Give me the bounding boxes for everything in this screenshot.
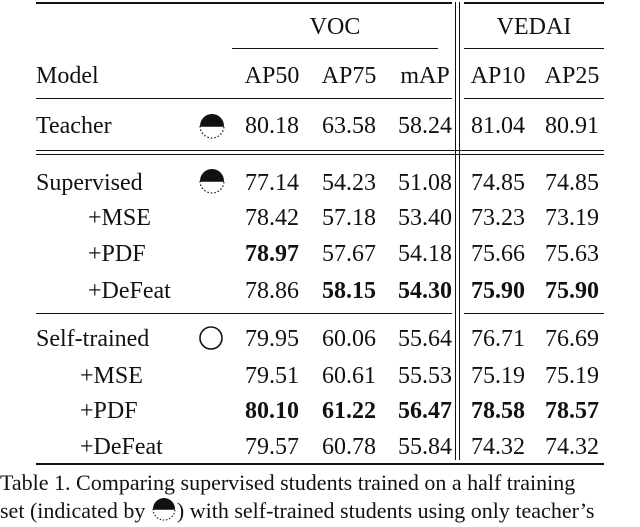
half-filled-circle-icon [197, 166, 227, 196]
cell-ap25: 75.90 [545, 278, 599, 304]
column-header-ap25: AP25 [544, 63, 600, 89]
row-label-mse: +MSE [80, 363, 143, 389]
caption-text-after-icon: ) with self-trained students using only teacher’s [176, 498, 595, 523]
bottom-rule [36, 463, 604, 465]
half-filled-circle-icon [197, 111, 227, 141]
column-header-model: Model [36, 63, 99, 89]
cell-ap25: 74.85 [545, 170, 599, 196]
cell-ap50: 80.18 [245, 113, 299, 139]
double-rule-bottom [36, 154, 604, 155]
cell-map: 58.24 [398, 113, 452, 139]
cell-ap25: 74.32 [545, 434, 599, 460]
cell-ap10: 75.19 [471, 363, 525, 389]
row-label-teacher: Teacher [36, 113, 112, 139]
row-label-pdf: +PDF [80, 398, 138, 424]
header-rule-left [36, 98, 452, 99]
cell-ap50: 79.57 [245, 434, 299, 460]
cell-ap75: 60.06 [322, 326, 376, 352]
cell-ap10: 75.66 [471, 241, 525, 267]
cell-ap75: 61.22 [322, 398, 376, 424]
section-rule-left [36, 313, 452, 314]
cell-ap25: 75.19 [545, 363, 599, 389]
cell-map: 53.40 [398, 205, 452, 231]
cell-ap25: 76.69 [545, 326, 599, 352]
cell-ap25: 78.57 [545, 398, 599, 424]
cell-ap75: 60.61 [322, 363, 376, 389]
cell-map: 55.53 [398, 363, 452, 389]
cell-map: 55.84 [398, 434, 452, 460]
cell-map: 54.30 [398, 278, 452, 304]
cell-ap75: 63.58 [322, 113, 376, 139]
cell-ap10: 81.04 [471, 113, 525, 139]
double-rule-top [36, 150, 604, 151]
top-rule-right [464, 2, 604, 4]
cell-ap50: 78.42 [245, 205, 299, 231]
cell-ap25: 73.19 [545, 205, 599, 231]
cell-map: 56.47 [398, 398, 452, 424]
row-label-supervised: Supervised [36, 170, 143, 196]
empty-circle-icon [197, 324, 225, 352]
top-rule-left [36, 2, 452, 4]
cell-map: 51.08 [398, 170, 452, 196]
row-label-defeat: +DeFeat [88, 278, 171, 304]
cell-ap50: 80.10 [245, 398, 299, 424]
cell-ap10: 75.90 [471, 278, 525, 304]
column-header-ap75: AP75 [321, 63, 377, 89]
vedai-underline [464, 48, 604, 49]
row-label-pdf: +PDF [88, 241, 146, 267]
cell-ap50: 78.86 [245, 278, 299, 304]
cell-ap10: 76.71 [471, 326, 525, 352]
half-filled-circle-icon [151, 497, 177, 521]
table-caption-line-1: Table 1. Comparing supervised students trained on a half training [0, 470, 576, 495]
group-header-voc: VOC [309, 14, 361, 40]
cell-ap50: 78.97 [245, 241, 299, 267]
row-label-defeat: +DeFeat [80, 434, 163, 460]
cell-ap75: 58.15 [322, 278, 376, 304]
column-header-map: mAP [400, 63, 450, 89]
cell-ap10: 74.85 [471, 170, 525, 196]
cell-ap25: 80.91 [545, 113, 599, 139]
voc-underline [232, 48, 438, 49]
section-rule-right [464, 313, 604, 314]
cell-ap10: 78.58 [471, 398, 525, 424]
cell-ap75: 57.18 [322, 205, 376, 231]
group-header-vedai: VEDAI [496, 14, 572, 40]
column-header-ap50: AP50 [244, 63, 300, 89]
column-header-ap10: AP10 [470, 63, 526, 89]
cell-ap25: 75.63 [545, 241, 599, 267]
row-label-mse: +MSE [88, 205, 151, 231]
cell-map: 54.18 [398, 241, 452, 267]
cell-ap75: 60.78 [322, 434, 376, 460]
cell-ap10: 74.32 [471, 434, 525, 460]
cell-ap50: 79.51 [245, 363, 299, 389]
caption-text-before-icon: set (indicated by [0, 498, 151, 523]
row-label-self-trained: Self-trained [36, 326, 150, 352]
table-caption-line-2 [0, 497, 594, 524]
cell-ap10: 73.23 [471, 205, 525, 231]
cell-map: 55.64 [398, 326, 452, 352]
cell-ap50: 77.14 [245, 170, 299, 196]
cell-ap75: 54.23 [322, 170, 376, 196]
header-rule-right [464, 98, 604, 99]
cell-ap50: 79.95 [245, 326, 299, 352]
cell-ap75: 57.67 [322, 241, 376, 267]
